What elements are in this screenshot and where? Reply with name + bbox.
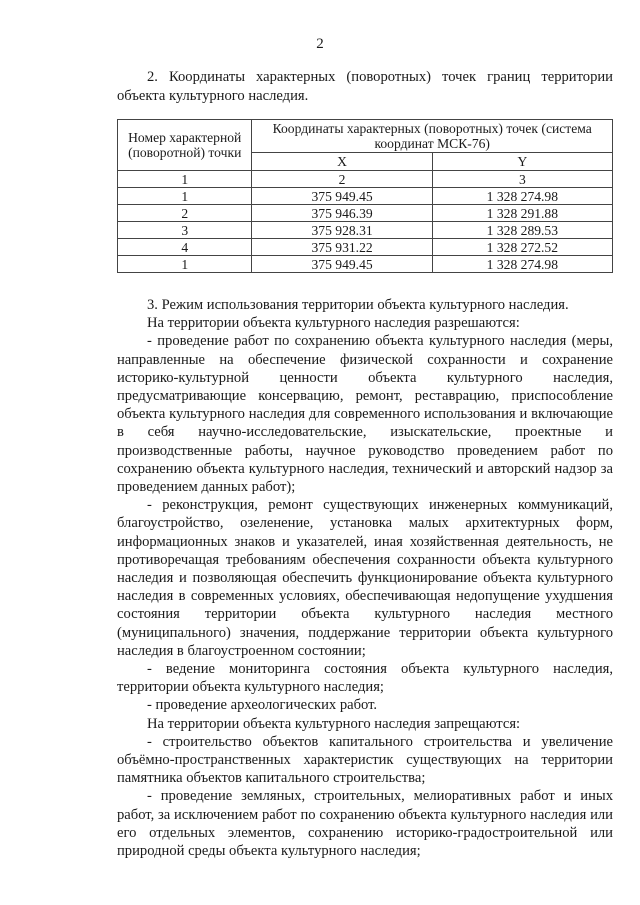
table-row [118, 205, 613, 222]
allowed-item-preservation: - проведение работ по сохранению объекта культурного наследия (меры, направленные на обеспечение физической сохранности и сохранение историко-культурной ценности объекта культурного наследия, предусматривающие консервацию, ремонт, реставрацию, приспособление объекта культурного наследия для современного использования и включающие в себя научно-исследовательские, изыскательские, проектные и производственные работы, научное руководство проведением работ по сохранению объекта культурного наследия, технический и авторский надзор за проведением данных работ); [117, 333, 613, 496]
allowed-intro: На территории объекта культурного наследия разрешаются: [147, 315, 520, 332]
table-cell-x: 375 949.45 [252, 188, 432, 205]
table-cell-y: 1 328 291.88 [432, 205, 612, 222]
header-point-number: Номер характерной (поворотной) точки [118, 120, 252, 171]
table-cell-y: 1 328 272.52 [432, 239, 612, 256]
allowed-item-monitoring: - ведение мониторинга состояния объекта культурного наследия, территории объекта культурного наследия; [117, 661, 613, 696]
table-cell-point: 3 [118, 222, 252, 239]
table-cell: 2 [252, 171, 432, 188]
table-cell: 3 [432, 171, 612, 188]
coordinates-table [117, 119, 613, 273]
table-row [118, 188, 613, 205]
table-cell-point: 1 [118, 256, 252, 273]
header-x: X [252, 153, 432, 171]
prohibited-item-earthworks: - проведение земляных, строительных, мелиоративных работ и иных работ, за исключением работ по сохранению объекта культурного наследия или его отдельных элементов, сохранению историко-градостроительной или природной среды объекта культурного наследия; [117, 788, 613, 860]
table-index-row [118, 171, 613, 188]
table-cell-x: 375 946.39 [252, 205, 432, 222]
table-cell-y: 1 328 289.53 [432, 222, 612, 239]
body-text [117, 296, 613, 860]
prohibited-item-construction: - строительство объектов капитального строительства и увеличение объёмно-пространственных характеристик существующих на территории памятника объектов капитального строительства; [117, 733, 613, 787]
page-number: 2 [316, 36, 324, 52]
allowed-item-reconstruction: - реконструкция, ремонт существующих инженерных коммуникаций, благоустройство, озеленение, установка малых архитектурных форм, информационных знаков и указателей, иная хозяйственная деятельность, не противоречащая требованиям обеспечения сохранности объекта культурного наследия и позволяющая обеспечить функционирование объекта культурного наследия в современных условиях, обеспечивающая недопущение ухудшения состояния территории объекта культурного наследия местного (муниципального) значения, поддержание территории объекта культурного наследия в благоустроенном состоянии; [117, 497, 613, 659]
table-cell-x: 375 931.22 [252, 239, 432, 256]
table-cell-y: 1 328 274.98 [432, 188, 612, 205]
table-row [118, 239, 613, 256]
header-coordinates: Координаты характерных (поворотных) точек (система координат МСК-76) [252, 120, 613, 153]
table-row [118, 256, 613, 273]
table-cell-y: 1 328 274.98 [432, 256, 612, 273]
table-cell-point: 2 [118, 205, 252, 222]
prohibited-intro: На территории объекта культурного наследия запрещаются: [147, 715, 521, 732]
allowed-item-archaeology: - проведение археологических работ. [147, 697, 378, 714]
section-3-title: 3. Режим использования территории объекта культурного наследия. [147, 297, 569, 313]
table-cell-point: 4 [118, 239, 252, 256]
table-cell-x: 375 928.31 [252, 222, 432, 239]
table-cell: 1 [118, 171, 252, 188]
section-2-title: 2. Координаты характерных (поворотных) точек границ территории объекта культурного наследия. [117, 69, 613, 104]
header-y: Y [432, 153, 612, 171]
table-cell-point: 1 [118, 188, 252, 205]
table-cell-x: 375 949.45 [252, 256, 432, 273]
table-row [118, 222, 613, 239]
